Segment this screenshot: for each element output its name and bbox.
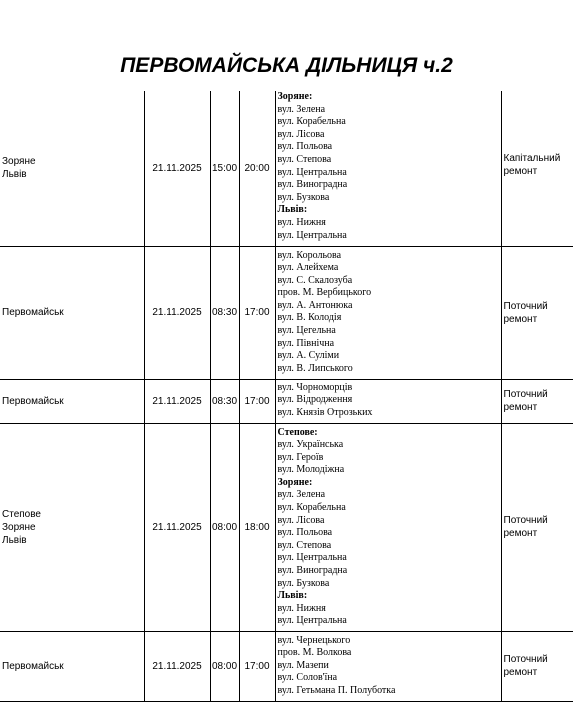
street-item: вул. Лісова (277, 128, 325, 140)
work-type-line: Капітальний (503, 153, 561, 164)
street-item: вул. С. Скалозуба (277, 274, 353, 286)
settlement-heading: Львів: (277, 204, 308, 216)
street-item: вул. Алейхема (277, 262, 339, 274)
streets-cell (275, 423, 501, 631)
start-time-cell: 08:30 (210, 246, 239, 379)
work-type-line: Поточний (503, 515, 548, 526)
work-type-line: ремонт (503, 313, 538, 325)
street-item: вул. Цегельна (277, 325, 336, 337)
page-title: ПЕРВОМАЙСЬКА ДІЛЬНИЦЯ ч.2 (120, 54, 453, 77)
settlement-cell (0, 91, 144, 246)
street-item: вул. В. Колодія (277, 312, 342, 324)
date-cell: 21.11.2025 (144, 246, 210, 379)
settlement-name: Зоряне (2, 156, 36, 168)
street-item: вул. Лісова (277, 514, 325, 526)
street-item: вул. Корабельна (277, 116, 346, 128)
settlement-heading: Зоряне: (277, 476, 313, 488)
start-time-cell: 08:00 (210, 631, 239, 701)
end-time-cell: 20:00 (239, 91, 275, 246)
street-item: вул. А. Антонюка (277, 299, 353, 311)
street-item: вул. Корольова (277, 249, 342, 261)
street-item: вул. Українська (277, 439, 344, 451)
start-time-cell: 08:00 (210, 423, 239, 631)
work-type-line: ремонт (503, 402, 538, 413)
street-item: вул. Бузкова (277, 577, 330, 589)
work-type-cell (501, 246, 573, 379)
outage-schedule-table (0, 91, 573, 702)
date-cell: 21.11.2025 (144, 379, 210, 423)
settlement-name: Степове (2, 508, 41, 520)
end-time-cell: 17:00 (239, 246, 275, 379)
street-item: вул. Корабельна (277, 502, 346, 514)
settlement-name: Первомайськ (2, 660, 64, 672)
settlement-heading: Зоряне: (277, 91, 313, 102)
work-type-cell (501, 379, 573, 423)
street-item: вул. Князів Отрозьких (277, 406, 373, 418)
street-item: вул. Бузкова (277, 191, 330, 203)
settlement-name: Львів (2, 169, 27, 181)
settlement-name: Зоряне (2, 521, 36, 533)
work-type-cell (501, 423, 573, 631)
work-type-line: Поточний (503, 389, 548, 400)
street-item: вул. Нижня (277, 602, 326, 614)
street-item: вул. Центральна (277, 229, 347, 241)
settlement-heading: Львів: (277, 590, 308, 602)
street-item: вул. Відродження (277, 394, 353, 406)
streets-cell (275, 246, 501, 379)
street-item: вул. Північна (277, 337, 335, 349)
street-item: вул. Зелена (277, 103, 326, 115)
settlement-name: Первомайськ (2, 395, 64, 407)
settlement-cell (0, 631, 144, 701)
street-item: вул. Чернецького (277, 634, 351, 646)
work-type-line: Поточний (503, 300, 548, 312)
street-item: вул. Польова (277, 141, 333, 153)
table-row (0, 91, 573, 246)
settlement-cell (0, 423, 144, 631)
work-type-cell (501, 631, 573, 701)
street-item: вул. Солов'їна (277, 672, 338, 684)
table-row (0, 423, 573, 631)
settlement-name: Первомайськ (2, 307, 64, 318)
street-item: вул. Степова (277, 539, 332, 551)
work-type-line: ремонт (503, 667, 538, 678)
end-time-cell: 18:00 (239, 423, 275, 631)
table-row (0, 631, 573, 701)
settlement-cell (0, 379, 144, 423)
end-time-cell: 17:00 (239, 631, 275, 701)
date-cell: 21.11.2025 (144, 631, 210, 701)
street-item: вул. Центральна (277, 552, 347, 564)
street-item: вул. Центральна (277, 615, 347, 627)
street-item: вул. Виноградна (277, 179, 348, 191)
street-item: вул. Зелена (277, 489, 326, 501)
start-time-cell: 15:00 (210, 91, 239, 246)
table-row (0, 379, 573, 423)
street-item: вул. Мазепи (277, 659, 329, 671)
start-time-cell: 08:30 (210, 379, 239, 423)
settlement-name: Львів (2, 534, 27, 546)
settlement-heading: Степове: (277, 426, 318, 438)
street-item: вул. Виноградна (277, 565, 348, 577)
streets-cell (275, 379, 501, 423)
work-type-cell (501, 91, 573, 246)
street-item: вул. А. Суліми (277, 350, 340, 362)
end-time-cell: 17:00 (239, 379, 275, 423)
street-item: вул. Героїв (277, 451, 324, 463)
street-item: вул. В. Липського (277, 362, 353, 374)
streets-cell (275, 91, 501, 246)
street-item: пров. М. Вербицького (277, 287, 372, 299)
work-type-line: ремонт (503, 528, 538, 539)
street-item: вул. Польова (277, 527, 333, 539)
settlement-cell (0, 246, 144, 379)
street-item: вул. Степова (277, 153, 332, 165)
street-item: пров. М. Волкова (277, 647, 352, 659)
table-body (0, 91, 573, 701)
date-cell: 21.11.2025 (144, 91, 210, 246)
street-item: вул. Нижня (277, 216, 326, 228)
work-type-line: ремонт (503, 166, 538, 177)
streets-cell (275, 631, 501, 701)
street-item: вул. Центральна (277, 166, 347, 178)
street-item: вул. Гетьмана П. Полуботка (277, 684, 396, 696)
date-cell: 21.11.2025 (144, 423, 210, 631)
street-item: вул. Чорноморців (277, 381, 353, 393)
table-row (0, 246, 573, 379)
work-type-line: Поточний (503, 654, 548, 665)
street-item: вул. Молодіжна (277, 464, 345, 476)
